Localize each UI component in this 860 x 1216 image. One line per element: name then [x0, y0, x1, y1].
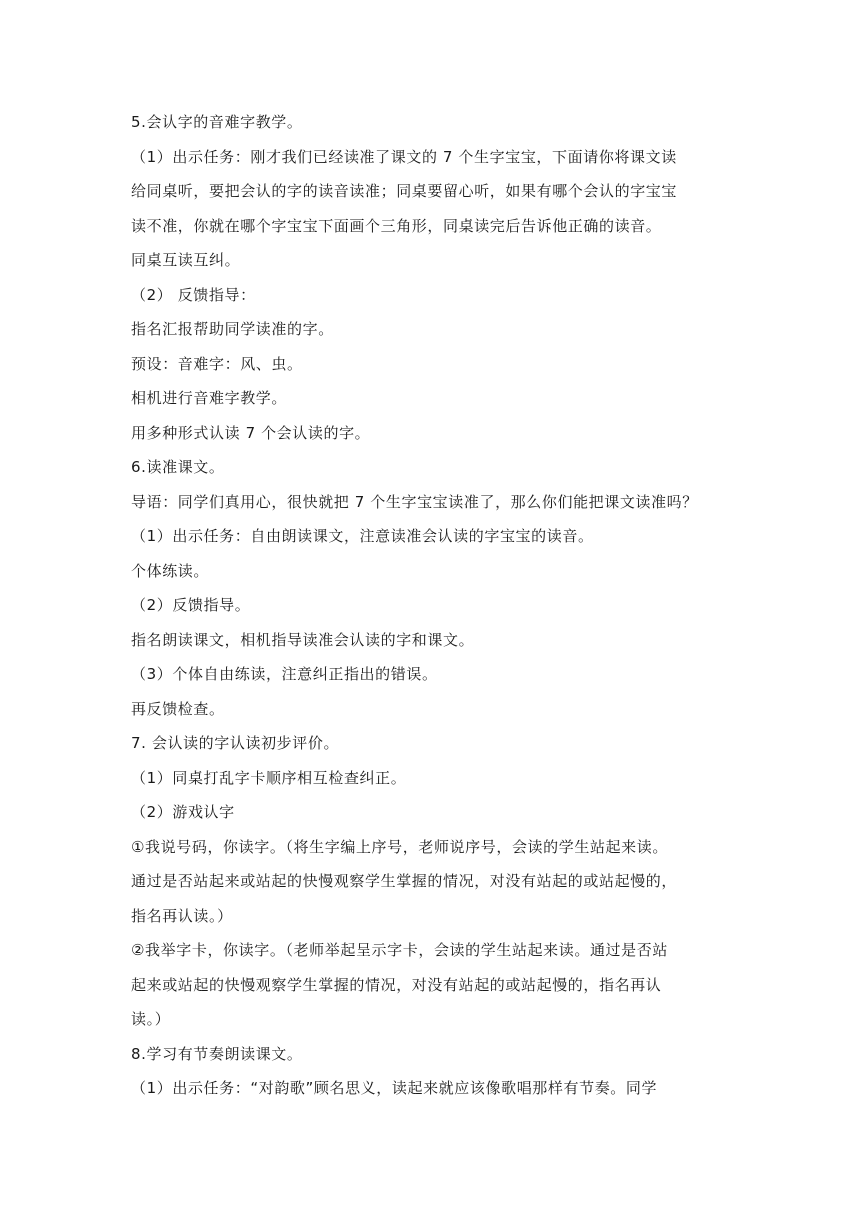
paragraph-line: ①我说号码，你读字。（将生字编上序号，老师说序号，会读的学生站起来读。	[131, 837, 668, 856]
section-heading: 6.读准课文。	[131, 458, 225, 476]
section-heading: 7. 会认读的字认读初步评价。	[131, 734, 340, 752]
paragraph-line: 相机进行音难字教学。	[131, 389, 288, 407]
paragraph-line: 个体练读。	[131, 561, 210, 580]
paragraph-line: 用多种形式认读 7 个会认读的字。	[131, 423, 371, 442]
paragraph-line: 给同桌听，要把会认的字的读音读准；同桌要留心听，如果有哪个会认的字宝宝	[131, 182, 678, 200]
paragraph-line: 起来或站起的快慢观察学生掌握的情况，对没有站起的或站起慢的，指名再认	[131, 975, 662, 994]
paragraph-line: （1）出示任务：“对韵歌”顾名思义，读起来就应该像歌唱那样有节奏。同学	[131, 1079, 658, 1097]
paragraph-line: 指名再认读。）	[131, 906, 233, 925]
paragraph-line: （2）反馈指导。	[131, 596, 251, 614]
document-body	[131, 105, 751, 1106]
section-heading: 5.会认字的音难字教学。	[131, 113, 303, 131]
paragraph-line: 预设：音难字：风、虫。	[131, 354, 303, 373]
paragraph-line: 读。）	[131, 1010, 171, 1028]
paragraph-line: （1）同桌打乱字卡顺序相互检查纠正。	[131, 768, 407, 787]
paragraph-line: 读不准，你就在哪个字宝宝下面画个三角形，同桌读完后告诉他正确的读音。	[131, 216, 662, 235]
paragraph-line: （2） 反馈指导：	[131, 285, 256, 304]
paragraph-line: 指名朗读课文，相机指导读准会认读的字和课文。	[131, 630, 475, 649]
paragraph-line: 导语：同学们真用心，很快就把 7 个生字宝宝读准了，那么你们能把课文读准吗？	[131, 492, 698, 511]
paragraph-line: （3）个体自由练读，注意纠正指出的错误。	[131, 665, 438, 683]
section-heading: 8.学习有节奏朗读课文。	[131, 1044, 303, 1063]
paragraph-line: （2）游戏认字	[131, 803, 235, 821]
paragraph-line: （1）出示任务：刚才我们已经读准了课文的 7 个生字宝宝，下面请你将课文读	[131, 147, 677, 166]
paragraph-line: （1）出示任务：自由朗读课文，注意读准会认读的字宝宝的读音。	[131, 527, 594, 545]
paragraph-line: 再反馈检查。	[131, 699, 225, 718]
paragraph-line: 同桌互读互纠。	[131, 251, 241, 269]
paragraph-line: 通过是否站起来或站起的快慢观察学生掌握的情况，对没有站起的或站起慢的，	[131, 872, 678, 890]
paragraph-line: 指名汇报帮助同学读准的字。	[131, 320, 334, 338]
paragraph-line: ②我举字卡，你读字。（老师举起呈示字卡，会读的学生站起来读。通过是否站	[131, 941, 668, 959]
